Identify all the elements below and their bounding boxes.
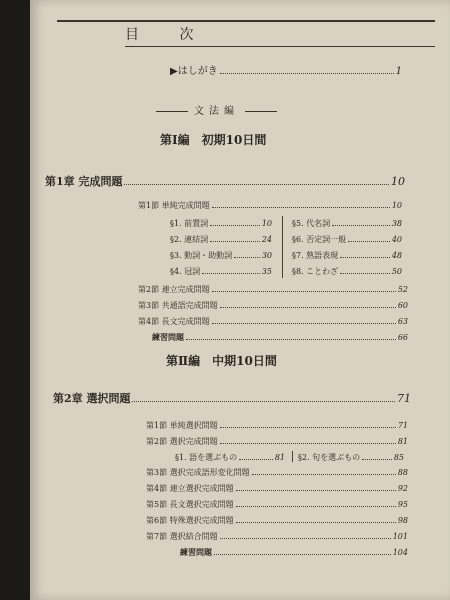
leader-dots xyxy=(220,427,396,428)
sub-label: §6. 否定詞一般 xyxy=(292,235,347,244)
leader-dots xyxy=(236,490,396,491)
ch2-item-3 xyxy=(146,467,408,478)
item-label: 第5節 長文選択完成問題 xyxy=(146,500,234,509)
leader-dots xyxy=(124,184,389,185)
ch1-sub-left-3 xyxy=(170,250,272,261)
item-label: 第6節 特殊選択完成問題 xyxy=(146,516,234,525)
ch2-item-5 xyxy=(146,499,408,510)
sub-page: 38 xyxy=(391,219,402,228)
item-label: 第3節 共通語完成問題 xyxy=(138,301,218,310)
ch1-item-2 xyxy=(138,284,408,295)
leader-dots xyxy=(234,257,260,258)
sub-page: 40 xyxy=(391,235,402,244)
sub-page: 81 xyxy=(274,453,285,462)
leader-dots xyxy=(236,522,396,523)
leader-dots xyxy=(214,554,391,555)
sub-label: §1. 前置詞 xyxy=(170,219,209,228)
ch1-item-3 xyxy=(138,300,408,311)
sub-page: 10 xyxy=(261,219,272,228)
item-label: 第4節 連立選択完成問題 xyxy=(146,484,234,493)
leader-dots xyxy=(220,307,396,308)
leader-dots xyxy=(186,339,396,340)
ch2-practice xyxy=(180,547,408,558)
item-page: 92 xyxy=(397,484,408,493)
book-page xyxy=(30,0,450,600)
chapter2-title: 第2章 選択問題 xyxy=(53,392,131,405)
ch2-item-1 xyxy=(146,420,408,431)
sub-label: §1. 語を選ぶもの xyxy=(175,453,238,462)
leader-dots xyxy=(236,506,396,507)
leader-dots xyxy=(220,73,394,74)
leader-dots xyxy=(210,241,260,242)
title-rule xyxy=(125,46,435,47)
leader-dots xyxy=(348,241,390,242)
ch2-item-4 xyxy=(146,483,408,494)
sub-label: §4. 冠詞 xyxy=(170,267,201,276)
chapter1-page: 10 xyxy=(391,175,405,188)
sub-page: 35 xyxy=(261,267,272,276)
chapter2-page: 71 xyxy=(397,392,411,405)
item-page: 60 xyxy=(397,301,408,310)
sub-label: §2. 連結詞 xyxy=(170,235,209,244)
sub-label: §2. 句を選ぶもの xyxy=(298,453,361,462)
section-heading xyxy=(150,102,283,117)
item-label: 第1節 単純選択問題 xyxy=(146,421,218,430)
sub-page: 50 xyxy=(391,267,402,276)
item-label: 練習問題 xyxy=(152,332,184,342)
dash-right xyxy=(245,111,277,112)
preface-page: 1 xyxy=(395,66,402,77)
chapter2-entry xyxy=(53,390,411,406)
sub-page: 48 xyxy=(391,251,402,260)
ch1-sub-right-2 xyxy=(292,234,402,245)
leader-dots xyxy=(210,225,260,226)
ch2-sub-right xyxy=(298,452,404,463)
item-page: 10 xyxy=(391,201,402,210)
sub-page: 24 xyxy=(261,235,272,244)
ch1-sub-left-2 xyxy=(170,234,272,245)
leader-dots xyxy=(212,323,396,324)
leader-dots xyxy=(220,538,391,539)
top-rule xyxy=(57,20,435,22)
section-label: 文法編 xyxy=(194,106,239,117)
sub-label: §8. ことわざ xyxy=(292,267,339,276)
leader-dots xyxy=(202,273,260,274)
sub-divider xyxy=(292,451,293,462)
item-page: 81 xyxy=(397,437,408,446)
ch1-item-4 xyxy=(138,316,408,327)
preface-entry xyxy=(170,62,402,77)
item-page: 66 xyxy=(397,333,408,342)
ch1-practice xyxy=(152,332,408,343)
sub-label: §3. 動詞・助動詞 xyxy=(170,251,233,260)
leader-dots xyxy=(340,273,390,274)
ch2-item-2 xyxy=(146,436,408,447)
leader-dots xyxy=(220,443,396,444)
part2-title: 第Ⅱ編 中期10日間 xyxy=(166,354,277,368)
item-label: 練習問題 xyxy=(180,547,212,557)
sub-page: 30 xyxy=(261,251,272,260)
item-label: 第1節 単純完成問題 xyxy=(138,201,210,210)
ch1-sub-right-3 xyxy=(292,250,402,261)
preface-label: ▶はしがき xyxy=(170,66,218,77)
ch2-item-6 xyxy=(146,515,408,526)
leader-dots xyxy=(212,291,396,292)
sub-divider xyxy=(282,216,283,278)
leader-dots xyxy=(212,207,390,208)
leader-dots xyxy=(362,459,392,460)
item-page: 52 xyxy=(397,285,408,294)
ch1-sub-left-4 xyxy=(170,266,272,277)
sub-page: 85 xyxy=(393,453,404,462)
item-page: 104 xyxy=(392,548,408,557)
sub-label: §5. 代名詞 xyxy=(292,219,331,228)
sub-label: §7. 熟語表現 xyxy=(292,251,339,260)
ch1-sub-right-4 xyxy=(292,266,402,277)
toc-title: 目 次 xyxy=(125,27,212,43)
leader-dots xyxy=(132,401,395,402)
ch1-sub-right-1 xyxy=(292,218,402,229)
item-page: 88 xyxy=(397,468,408,477)
ch1-sub-left-1 xyxy=(170,218,272,229)
leader-dots xyxy=(340,257,390,258)
leader-dots xyxy=(239,459,273,460)
ch2-item-7 xyxy=(146,531,408,542)
item-label: 第7節 選択結合問題 xyxy=(146,532,218,541)
ch1-item-1 xyxy=(138,200,402,211)
item-page: 63 xyxy=(397,317,408,326)
leader-dots xyxy=(252,474,396,475)
item-label: 第2節 選択完成問題 xyxy=(146,437,218,446)
item-label: 第4節 長文完成問題 xyxy=(138,317,210,326)
item-page: 101 xyxy=(392,532,408,541)
item-page: 71 xyxy=(397,421,408,430)
chapter1-entry xyxy=(45,173,405,189)
item-label: 第2節 連立完成問題 xyxy=(138,285,210,294)
part1-title: 第Ⅰ編 初期10日間 xyxy=(160,133,267,147)
chapter1-title: 第1章 完成問題 xyxy=(45,175,123,188)
item-page: 95 xyxy=(397,500,408,509)
item-page: 98 xyxy=(397,516,408,525)
leader-dots xyxy=(332,225,390,226)
ch2-sub-left xyxy=(175,452,285,463)
item-label: 第3節 選択完成語形変化問題 xyxy=(146,468,250,477)
dash-left xyxy=(156,111,188,112)
